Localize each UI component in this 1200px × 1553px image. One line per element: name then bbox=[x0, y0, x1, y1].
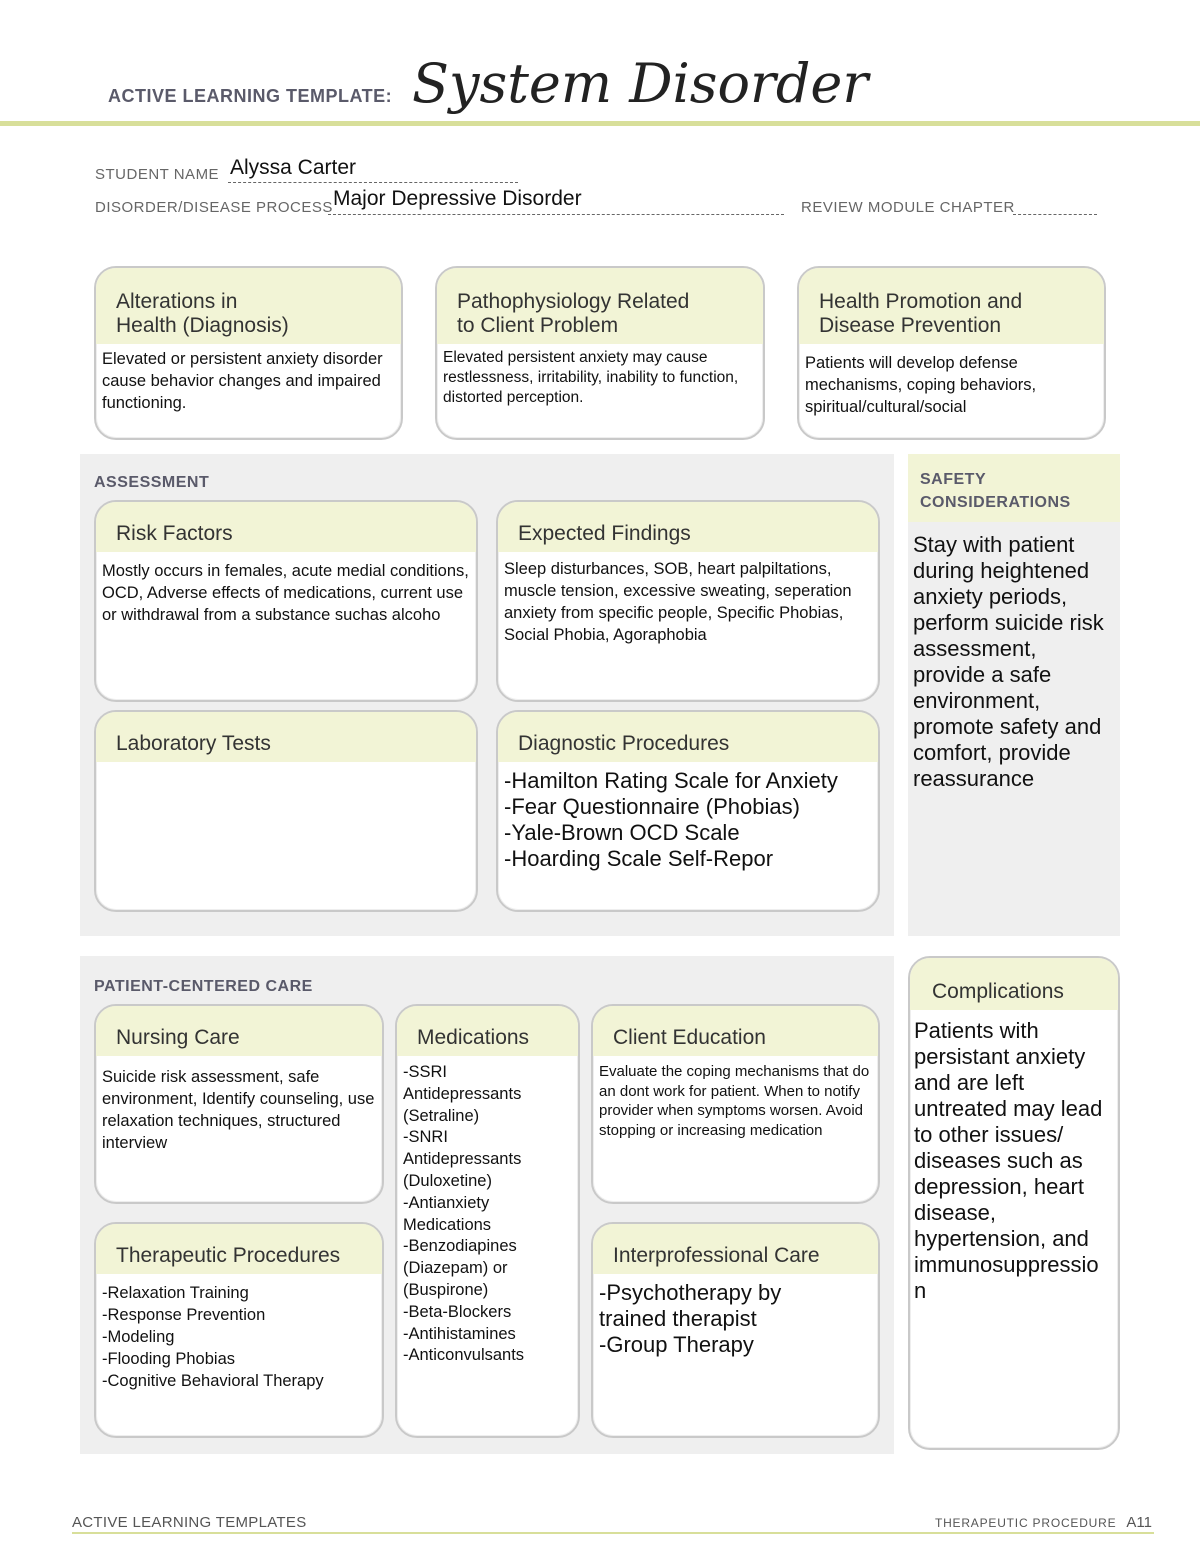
alterations-card-title bbox=[96, 268, 401, 344]
footer-section-label: THERAPEUTIC PROCEDURE bbox=[934, 1516, 1117, 1530]
disorder-value[interactable]: Major Depressive Disorder bbox=[333, 187, 582, 210]
medications-list[interactable] bbox=[397, 1056, 578, 1373]
laboratory-tests-card-title: Laboratory Tests bbox=[96, 712, 476, 762]
medication-item: -Beta-Blockers bbox=[403, 1302, 512, 1321]
interprofessional-care-list[interactable] bbox=[593, 1274, 878, 1364]
alterations-title-line2: Health (Diagnosis) bbox=[116, 314, 289, 337]
medication-item: -Antihistamines bbox=[403, 1324, 516, 1343]
health-promotion-card-body[interactable]: Patients will develop defense mechanisms, coping behaviors, spiritual/cultural/social bbox=[805, 354, 1037, 416]
nursing-care-card-title: Nursing Care bbox=[96, 1006, 382, 1056]
health-promotion-card bbox=[797, 266, 1106, 440]
footer-right bbox=[935, 1514, 1152, 1531]
interprofessional-item: trained therapist bbox=[599, 1306, 757, 1331]
risk-factors-card-body[interactable]: Mostly occurs in females, acute medial conditions, OCD, Adverse effects of medications, current use or withdrawal from a substance suchas alcoho bbox=[102, 562, 469, 624]
client-education-card-body[interactable]: Evaluate the coping mechanisms that do an dont work for patient. When to notify provider when symptoms worsen. Avoid stopping or increasing medication bbox=[599, 1063, 870, 1139]
risk-factors-card-title: Risk Factors bbox=[96, 502, 476, 552]
medications-card bbox=[395, 1004, 580, 1438]
safety-label-line1: SAFETY bbox=[920, 471, 987, 488]
interprofessional-care-card bbox=[591, 1222, 880, 1438]
footer-page-number: A11 bbox=[1126, 1514, 1152, 1531]
interprofessional-item: -Psychotherapy by bbox=[599, 1280, 782, 1305]
nursing-care-card bbox=[94, 1004, 384, 1204]
therapeutic-item: -Modeling bbox=[102, 1328, 175, 1346]
template-label: ACTIVE LEARNING TEMPLATE: bbox=[108, 86, 393, 106]
safety-header bbox=[908, 454, 1120, 522]
alterations-card bbox=[94, 266, 403, 440]
therapeutic-item: -Cognitive Behavioral Therapy bbox=[102, 1372, 324, 1390]
complications-card-title: Complications bbox=[910, 958, 1118, 1010]
complications-card-body[interactable]: Patients with persistant anxiety and are left untreated may lead to other issues/ diseases such as depression, heart disease, hypertension, and immunosuppressio n bbox=[914, 1018, 1103, 1303]
medication-item: -SNRI bbox=[403, 1128, 448, 1147]
interprofessional-item: -Group Therapy bbox=[599, 1332, 754, 1357]
student-name-underline bbox=[228, 182, 518, 183]
client-education-card-title: Client Education bbox=[593, 1006, 878, 1056]
student-name-label: STUDENT NAME bbox=[95, 166, 220, 183]
patient-care-section-label: PATIENT-CENTERED CARE bbox=[94, 978, 313, 995]
diagnostic-item: -Hamilton Rating Scale for Anxiety bbox=[504, 768, 838, 793]
medication-item: -Antianxiety bbox=[403, 1193, 490, 1212]
alterations-card-body[interactable]: Elevated or persistent anxiety disorder cause behavior changes and impaired functioning. bbox=[102, 350, 383, 412]
diagnostic-procedures-card bbox=[496, 710, 880, 912]
medication-item: (Duloxetine) bbox=[403, 1171, 492, 1190]
diagnostic-item: -Yale-Brown OCD Scale bbox=[504, 820, 740, 845]
medication-item: (Setraline) bbox=[403, 1106, 480, 1125]
client-education-card bbox=[591, 1004, 880, 1204]
chapter-underline[interactable] bbox=[1013, 214, 1097, 215]
chapter-label: REVIEW MODULE CHAPTER bbox=[801, 199, 1015, 216]
health-promotion-card-title bbox=[799, 268, 1104, 344]
laboratory-tests-card-body[interactable] bbox=[96, 762, 476, 772]
medication-item: Medications bbox=[403, 1215, 492, 1234]
diagnostic-item: -Hoarding Scale Self-Repor bbox=[504, 846, 774, 871]
laboratory-tests-card bbox=[94, 710, 478, 912]
footer-left-label: ACTIVE LEARNING TEMPLATES bbox=[72, 1514, 307, 1531]
medication-item: (Diazepam) or bbox=[403, 1259, 508, 1278]
pathophysiology-title-line1: Pathophysiology Related bbox=[457, 290, 690, 313]
therapeutic-procedures-list[interactable] bbox=[96, 1274, 382, 1398]
pathophysiology-card-title bbox=[437, 268, 763, 344]
safety-label-line2: CONSIDERATIONS bbox=[920, 494, 1071, 511]
medication-item: (Buspirone) bbox=[403, 1280, 489, 1299]
assessment-section-label: ASSESSMENT bbox=[94, 474, 210, 491]
pathophysiology-title-line2: to Client Problem bbox=[457, 314, 619, 337]
health-promotion-title-line2: Disease Prevention bbox=[819, 314, 1002, 337]
student-name-value[interactable]: Alyssa Carter bbox=[230, 156, 357, 179]
diagnostic-procedures-list[interactable] bbox=[498, 762, 878, 878]
pathophysiology-card bbox=[435, 266, 765, 440]
therapeutic-procedures-card bbox=[94, 1222, 384, 1438]
medication-item: -Benzodiapines bbox=[403, 1237, 517, 1256]
medication-item: -Anticonvulsants bbox=[403, 1346, 525, 1365]
risk-factors-card bbox=[94, 500, 478, 702]
therapeutic-item: -Relaxation Training bbox=[102, 1284, 249, 1302]
expected-findings-card bbox=[496, 500, 880, 702]
therapeutic-item: -Flooding Phobias bbox=[102, 1350, 235, 1368]
pathophysiology-card-body[interactable]: Elevated persistent anxiety may cause restlessness, irritability, inability to function, distorted perception. bbox=[443, 349, 739, 406]
disorder-underline bbox=[328, 214, 784, 215]
header-divider bbox=[0, 121, 1200, 126]
medication-item: Antidepressants bbox=[403, 1084, 522, 1103]
therapeutic-procedures-card-title: Therapeutic Procedures bbox=[96, 1224, 382, 1274]
medications-card-title: Medications bbox=[397, 1006, 578, 1056]
health-promotion-title-line1: Health Promotion and bbox=[819, 290, 1023, 313]
medication-item: Antidepressants bbox=[403, 1150, 522, 1169]
nursing-care-card-body[interactable]: Suicide risk assessment, safe environment, Identify counseling, use relaxation techniques, structured interview bbox=[102, 1068, 375, 1152]
diagnostic-item: -Fear Questionnaire (Phobias) bbox=[504, 794, 800, 819]
safety-body[interactable]: Stay with patient during heightened anxiety periods, perform suicide risk assessment, provide a safe environment, promote safety and comfort, provide reassurance bbox=[913, 532, 1104, 791]
expected-findings-card-body[interactable]: Sleep disturbances, SOB, heart palpiltations, muscle tension, excessive sweating, seperation anxiety from specific people, Specific Phobias, Social Phobia, Agoraphobia bbox=[504, 560, 852, 644]
alterations-title-line1: Alterations in bbox=[116, 290, 238, 313]
disorder-label: DISORDER/DISEASE PROCESS bbox=[95, 199, 333, 216]
diagnostic-procedures-card-title: Diagnostic Procedures bbox=[498, 712, 878, 762]
interprofessional-care-card-title: Interprofessional Care bbox=[593, 1224, 878, 1274]
complications-card bbox=[908, 956, 1120, 1450]
therapeutic-item: -Response Prevention bbox=[102, 1306, 266, 1324]
footer-divider bbox=[72, 1532, 1154, 1534]
page-title: System Disorder bbox=[412, 52, 869, 115]
medication-item: -SSRI bbox=[403, 1063, 448, 1081]
expected-findings-card-title: Expected Findings bbox=[498, 502, 878, 552]
